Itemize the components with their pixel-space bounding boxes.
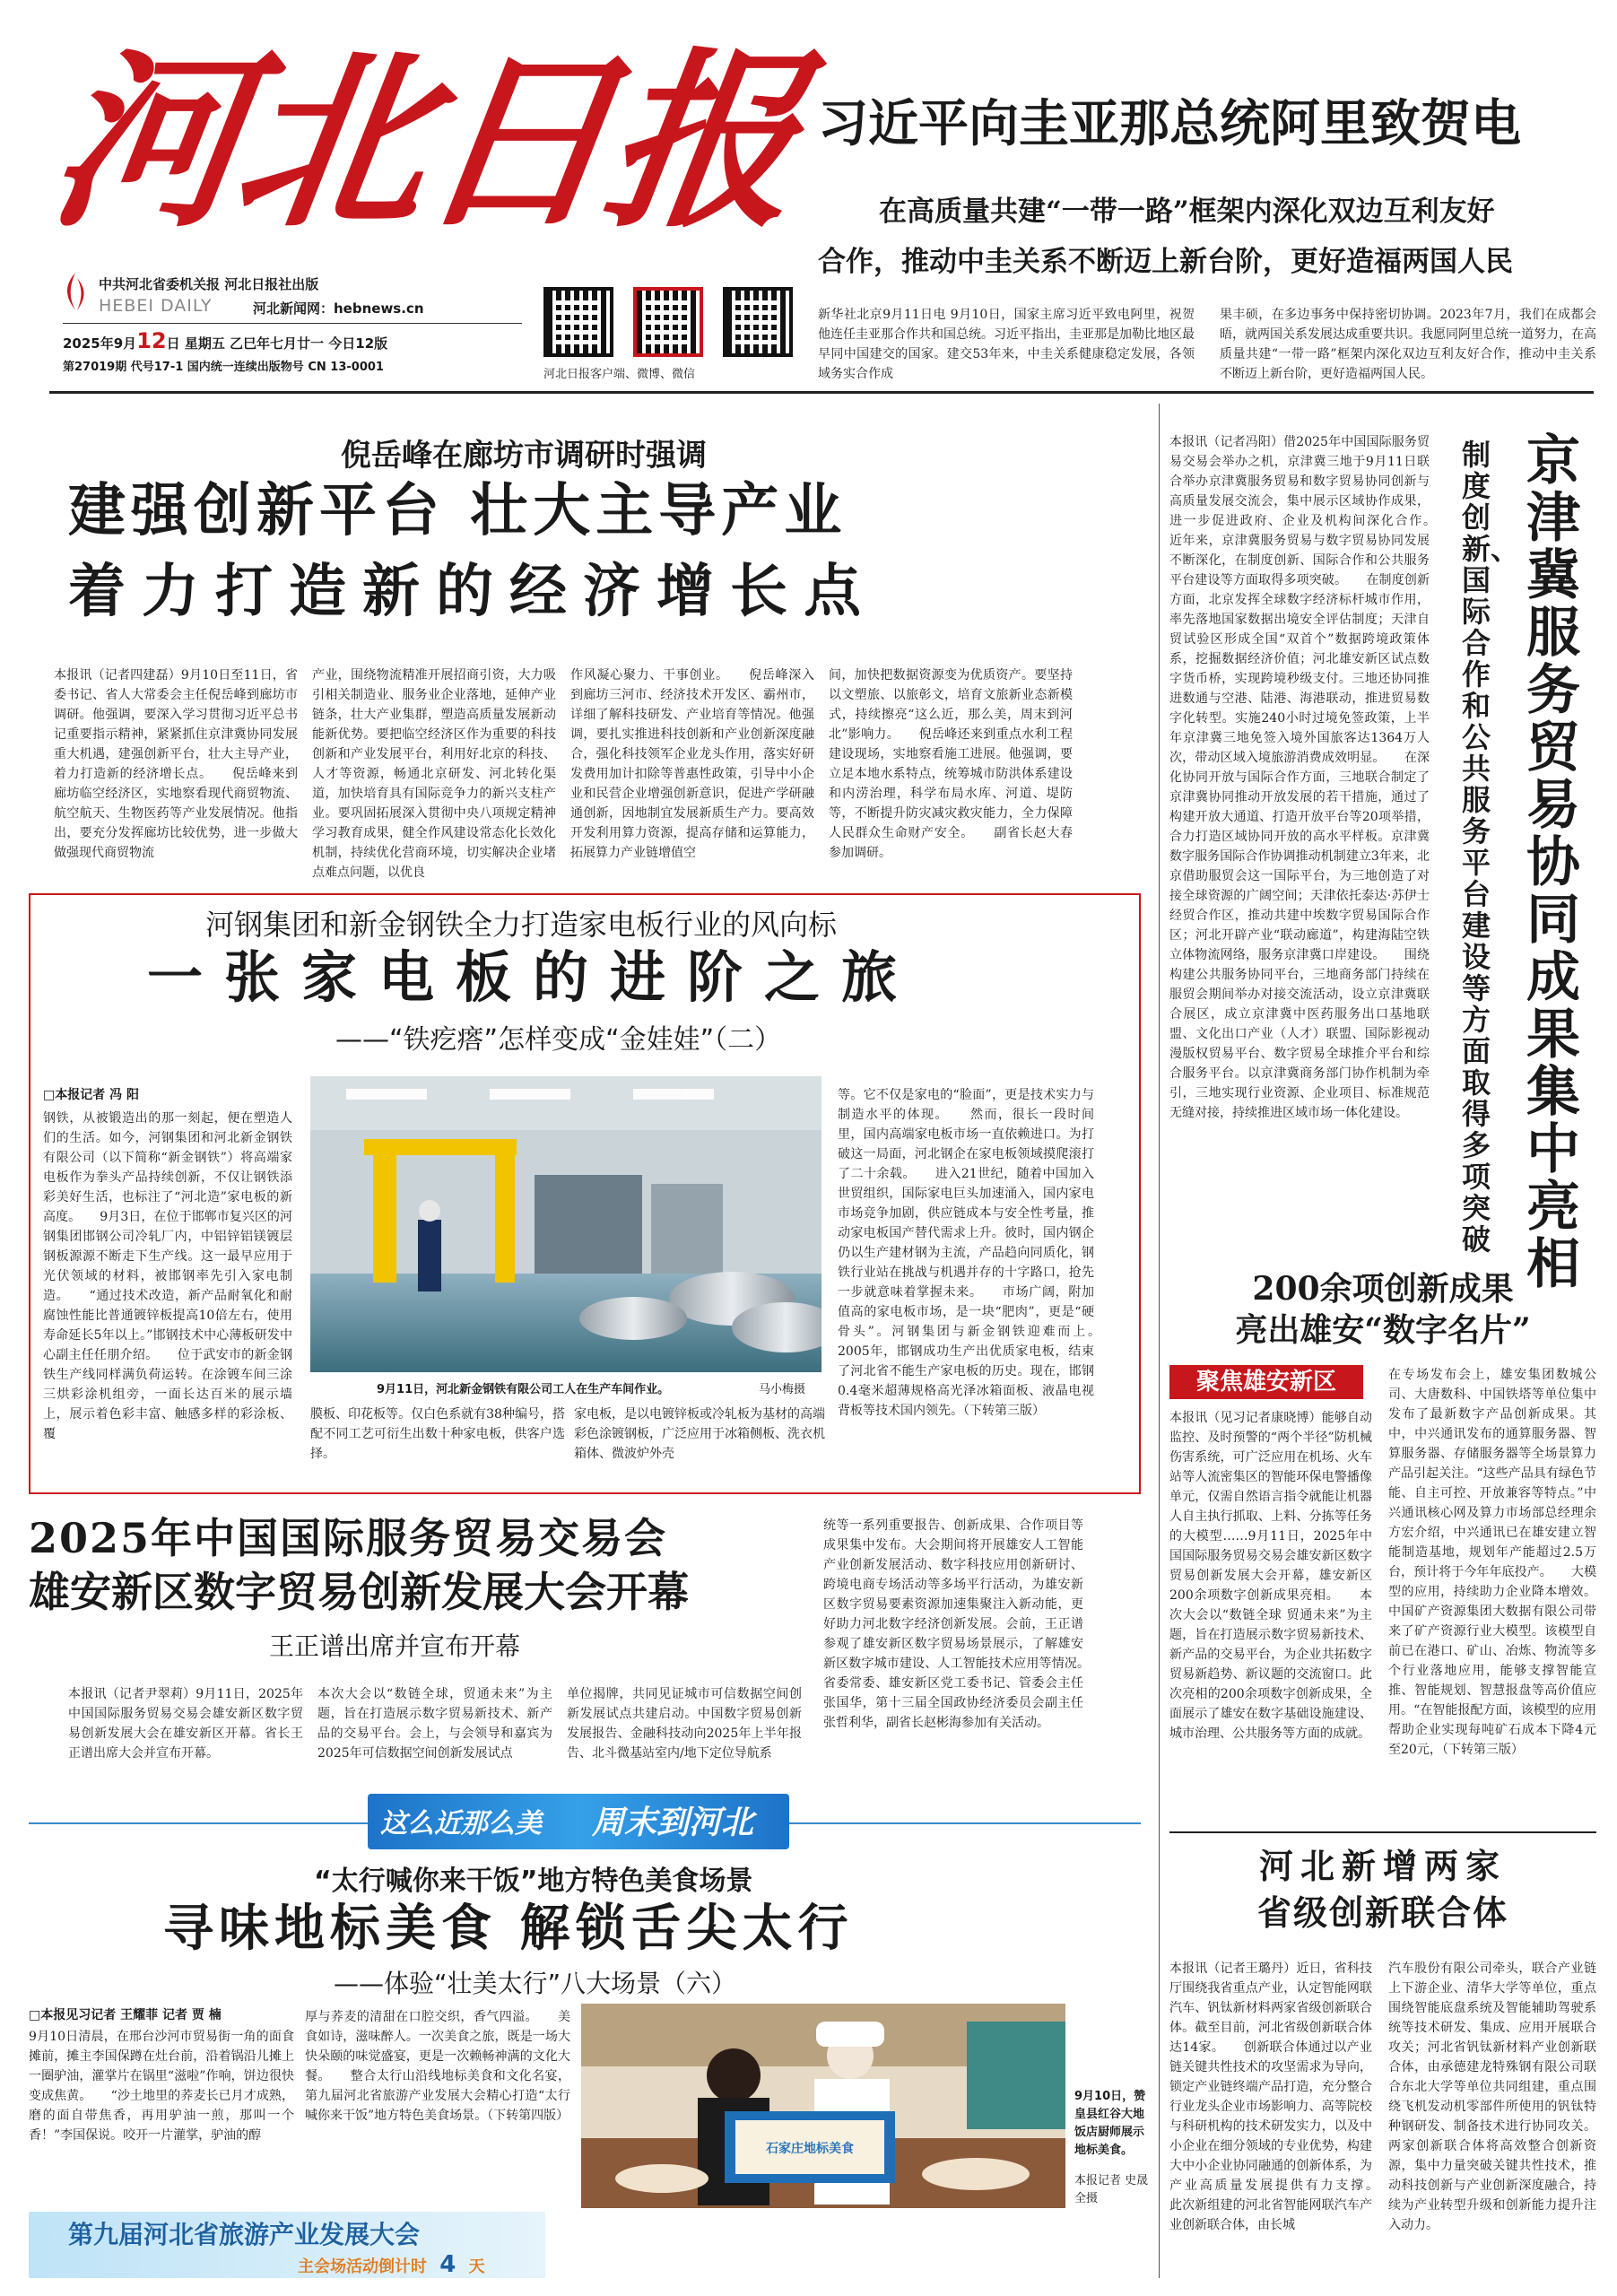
steel-title: 一张家电板的进阶之旅: [147, 944, 919, 1010]
steel-kicker: 河钢集团和新金钢铁全力打造家电板行业的风向标: [205, 908, 838, 942]
article-steel: [29, 893, 1141, 1494]
lead-column-1: 新华社北京9月11日电 9月10日，国家主席习近平致电阿里，祝贺他连任圭亚那合作共和国总统。习近平指出，圭亚那是加勒比地区最早同中国建交的国家。建交53年来，中圭关系健康稳定发展，各领域务实合作成: [818, 308, 1195, 381]
trade-column-3: 单位揭牌，共同见证城市可信数据空间创新发展试点共建启动。中国数字贸易创新发展报告、金融科技动向2025年上半年报告、北斗微基站室内/地下定位导航系: [567, 1687, 802, 1761]
masthead: [0, 0, 1617, 386]
ni-kicker: 倪岳峰在廊坊市调研时强调: [341, 438, 707, 474]
steel-column-3: 家电板，是以电镀锌板或冷轧板为基材的高端彩色涂镀钢板，广泛应用于冰箱侧板、洗衣机箱体、微波炉外壳: [574, 1407, 825, 1461]
steel-column-1: 钢铁，从被锻造出的那一刻起，便在塑造人们的生活。如今，河钢集团和河北新金钢铁有限公司（以下简称“新金钢铁”）将高端家电板作为拳头产品持续创新，不仅让钢铁添彩美好生活，也标注了“河北造”家电板的新高度。 9月3日，在位于邯郸市复兴区的河钢集团邯钢公司冷轧厂内，中铝锌铝镁镀层钢板源源不断走下生产线。这一最早应用于光伏领域的材料，被邯钢率先引入家电制造。 “通过技术改造，新产品耐氧化和耐腐蚀性能比普通镀锌板提高10倍左右，使用寿命延长5年以上。”邯钢技术中心薄板研发中心副主任任朋介绍。 位于武安市的新金钢铁生产线同样满负荷运转。在涂镀车间三涂三烘彩涂机组旁，一面长达百米的展示墙上，展示着色彩丰富、触感多样的彩涂板、覆: [43, 1111, 292, 1441]
food-byline: □本报见习记者 王耀菲 记者 贾 楠: [29, 2008, 222, 2022]
union-column-1: 本报讯（记者王璐丹）近日，省科技厅围绕我省重点产业，认定智能网联汽车、钒钛新材料两家省级创新联合体。截至目前，河北省级创新联合体达14家。 创新联合体通过以产业链关键共性技术的攻坚需求为导向，锁定产业链终端产品打造，充分整合行业龙头企业市场影响力、高等院校与科研机构的技术研发实力，以及中小企业在细分领域的专业优势，构建大中小企业协同融通的创新体系，为产业高质量发展提供有力支撑。 此次新组建的河北省智能网联汽车产业创新联合体，由长城: [1169, 1961, 1372, 2232]
issue-date: [63, 328, 387, 353]
steel-factory-photo: [310, 1076, 822, 1372]
trade-column-1: 本报讯（记者尹翠莉）9月11日，2025年中国国际服务贸易交易会雄安新区数字贸易创新发展大会在雄安新区开幕。省长王正谱出席大会并宣布开幕。: [68, 1687, 303, 1761]
date-suffix: 日 星期五 乙巳年七月廿一 今日12版: [166, 335, 388, 352]
food-column-2: 厚与荞麦的清甜在口腔交织，香气四溢。 美食如诗，滋味醉人。一次美食之旅，既是一场大快朵颐的味觉盛宴，更是一次赖畅神满的文化大餐。 整合太行山沿线地标美食和文化名宴，第九届河北省旅游产业发展大会精心打造“太行喊你来干饭”地方特色美食场景。（下转第四版）: [305, 2010, 570, 2123]
banner-text-1: 这么近那么美: [380, 1808, 542, 1839]
food-subtitle: ——体验“壮美太行”八大场景（六）: [334, 1969, 737, 1998]
website-link[interactable]: 河北新闻网：hebnews.cn: [253, 300, 424, 317]
ni-title-line-1: 建强创新平台 壮大主导产业: [68, 478, 848, 544]
column-divider-right: [1159, 404, 1160, 2278]
xiongan-column-1: 本报讯（见习记者康晓博）能够自动监控、及时预警的“两个半径”防机械伤害系统，可广泛应用在机场、火车站等人流密集区的智能环保电警播像单元，仅需自然语言指令就能让机器人自主执行抓取、上料、分拣等任务的大模型……9月11日，2025年中国国际服务贸易交易会雄安新区数字贸易创新发展大会开幕，雄安新区200余项数字创新成果亮相。 本次大会以“数链全球 贸通未来”为主题，旨在打造展示数字贸易新技术、新产品的交易平台，为企业共拓数字贸易新趋势、新议题的交流窗口。此次亮相的200余项数字创新成果，全面展示了雄安在数字基础设施建设、城市治理、公共服务等方面的成就。: [1169, 1411, 1372, 1741]
union-title-2: 省级创新联合体: [1256, 1892, 1508, 1933]
union-title-1: 河北新增两家: [1258, 1846, 1507, 1886]
trade-title-2: 雄安新区数字贸易创新发展大会开幕: [29, 1568, 689, 1616]
trade-subtitle: 王正谱出席并宣布开幕: [269, 1631, 521, 1661]
qr-code-wechat[interactable]: [723, 287, 793, 357]
food-plaque-label: 石家庄地标美食: [766, 2142, 854, 2156]
sponsor-line: 中共河北省委机关报 河北日报社出版: [99, 276, 319, 292]
jjj-subtitle: 制度创新、国际合作和公共服务平台建设等方面取得多项突破: [1462, 438, 1520, 1257]
ni-column-3: 作风凝心聚力、干事创业。 倪岳峰深入到廊坊三河市、经济技术开发区、霸州市，详细了解科技研发、产业培育等情况。他强调，要扎实推进科技创新和产业创新深度融合，强化科技领军企业龙头作用，落实好研发费用加计扣除等普惠性政策，引导中小企业和民营企业增强创新意识，促进产学研融通创新，因地制宜发展新质生产力。要高效开发利用算力资源，提高存储和运算能力，拓展算力产业链增值空: [570, 668, 814, 860]
food-column-1: 9月10日清晨，在邢台沙河市贸易街一角的面食摊前，摊主李国保蹲在灶台前，沿着锅沿儿摊上一圈驴油，灌掌片在锅里“滋啦”作响，饼边很快变成焦黄。 “沙土地里的荞麦长已月才成熟，磨的面自带焦香，再用驴油一煎，那叫一个香！”李国保说。咬开一片灌掌，驴油的醇: [29, 2030, 294, 2143]
qr-caption: 河北日报客户端、微博、微信: [543, 368, 696, 381]
food-kicker: “太行喊你来干饭”地方特色美食场景: [314, 1866, 753, 1897]
lead-subheadline-1: 在高质量共建“一带一路”框架内深化双边互利友好: [879, 196, 1495, 228]
masthead-rule: [49, 391, 1594, 394]
xiongan-column-2: 在专场发布会上，雄安集团数城公司、大唐数科、中国铁塔等单位集中发布了最新数字产品创新成果。其中，中兴通讯发布的通算服务器、智算服务器、存储服务器等全场景算力产品引起关注。“这些产品具有绿色节能、自主可控、开放兼容等特点。”中兴通讯核心网及算力市场部总经理余方宏介绍，中兴通讯已在雄安建立智能制造基地，规划年产能超过2.5万台，预计将于今年年底投产。 大模型的应用，持续助力企业降本增效。中国矿产资源集团大数据有限公司带来了矿产资源行业大模型。该模型自前已在港口、矿山、冶炼、物流等多个行业落地应用，能够支撑智能宣推、智能规划、智慧报盘等高价值应用。“在智能报配方面，该模型的应用帮助企业实现每吨矿石成本下降4元至20元，（下转第三版）: [1388, 1368, 1596, 1757]
countdown-suffix: 天: [468, 2257, 485, 2276]
article-ni-yuefeng: [54, 404, 1148, 892]
newspaper-logo: 河北日报: [38, 30, 809, 253]
food-photo-credit: 本报记者 史晟全摄: [1074, 2174, 1149, 2205]
weekend-hebei-banner[interactable]: [368, 1794, 789, 1849]
union-column-2: 汽车股份有限公司牵头，联合产业链上下游企业、清华大学等单位，重点围绕智能底盘系统及智能辅助驾驶系统等技术研发、集成、应用开展联合攻关；河北省钒钛新材料产业创新联合体，由承德建龙特殊钢有限公司联合东北大学等单位共同组建，重点围绕飞机发动机零部件所使用的钒钛特种钢研发、制备技术进行协同攻关。两家创新联合体将高效整合创新资源，集中力量突破关键共性技术，推动科技创新与产业创新深度融合，持续为产业转型升级和创新能力提升注入动力。: [1388, 1961, 1596, 2232]
xiongan-title-1: 200余项创新成果: [1252, 1270, 1514, 1308]
english-name: HEBEI DAILY: [99, 296, 213, 316]
steel-column-4: 等。它不仅是家电的“脸面”，更是技术实力与制造水平的体现。 然而，很长一段时间里，国内高端家电板市场一直依赖进口。为打破这一局面，河北钢企在家电板领域摸爬滚打了二十余载。 进入21世纪，随着中国加入世贸组织，国际家电巨头加速涌入，国内家电市场竞争加剧，供应链成本与安全性考量，推动家电板国产替代需求上升。彼时，国内钢企仍以生产建材钢为主流，产品趋向同质化，钢铁行业站在挑战与机遇并存的十字路口，抢先一步就意味着掌握未来。 市场广阔，附加值高的家电板市场，是一块“肥肉”，更是“硬骨头”。河钢集团与新金钢铁迎难而上。 2005年，邯钢成功生产出优质家电板，结束了河北省不能生产家电板的历史。现在，邯钢0.4毫米超薄规格高光泽冰箱面板、液晶电视背板等技术国内领先。（下转第三版）: [838, 1088, 1094, 1418]
lead-column-2: 果丰硕，在多边事务中保持密切协调。2023年7月，我们在成都会晤，就两国关系发展达成重要共识。我愿同阿里总统一道努力，在高质量共建“一带一路”框架内深化双边互利友好合作，推动中圭关系不断迈上新台阶，更好造福两国人民。: [1220, 308, 1596, 381]
tourism-title: 第九届河北省旅游产业发展大会: [68, 2220, 421, 2249]
countdown-days: 4: [439, 2251, 456, 2278]
jjj-title: 京津冀服务贸易协同成果集中亮相: [1526, 430, 1580, 1296]
qr-code-app[interactable]: [543, 287, 613, 357]
food-photo: [581, 2004, 1065, 2208]
ni-column-2: 产业，围绕物流精准开展招商引资，大力吸引相关制造业、服务业企业落地，延伸产业链条，壮大产业集群，塑造高质量发展新动能新优势。要把临空经济区作为重要的科技创新和产业发展平台，利用好北京的科技、人才等资源，畅通北京研发、河北转化渠道，加快培育具有国际竞争力的新兴支柱产业。要巩固拓展深入贯彻中央八项规定精神学习教育成果，健全作风建设常态化长效化机制，持续优化营商环境，切实解决企业堵点难点问题，以优良: [312, 668, 556, 880]
food-photo-caption: 9月10日，赞皇县红谷大地饭店厨师展示地标美食。: [1074, 2090, 1146, 2157]
issue-number-line: 第27019期 代号17-1 国内统一连续出版物号 CN 13-0001: [63, 361, 384, 374]
section-rule-union: [1169, 1831, 1596, 1833]
steel-photo-credit: 马小梅摄: [759, 1383, 806, 1396]
tourism-countdown-banner[interactable]: [29, 2212, 545, 2278]
trade-column-2: 本次大会以“数链全球，贸通未来”为主题，旨在打造展示数字贸易新技术、新产品的交易平台。会上，与会领导和嘉宾为2025年可信数据空间创新发展试点: [317, 1687, 552, 1761]
article-food: [29, 1858, 1149, 2208]
banner-text-2: 周末到河北: [592, 1804, 754, 1841]
hebei-daily-emblem-icon: [57, 269, 93, 314]
ni-column-4: 间，加快把数据资源变为优质资产。要坚持以文塑旅、以旅彰文，培育文旅新业态新模式，持续擦亮“这么近，那么美，周末到河北”影响力。 倪岳峰还来到重点水利工程建设现场，实地察看施工进展。他强调，要立足本地水系特点，统筹城市防洪体系建设和内涝治理，科学布局水库、河道、堤防等，不断提升防灾减灾救灾能力，全力保障人民群众生命财产安全。 副省长赵大春参加调研。: [829, 668, 1073, 860]
steel-column-2: 膜板、印花板等。仅白色系就有38种编号，搭配不同工艺可衍生出数十种家电板，供客户选择。: [310, 1407, 565, 1461]
lead-subheadline-2: 合作，推动中圭关系不断迈上新台阶，更好造福两国人民: [818, 246, 1513, 278]
article-trade-fair: [29, 1512, 1141, 1781]
date-prefix: 2025年9月: [63, 335, 137, 352]
article-xiongan-digital: [1169, 1265, 1596, 1821]
ni-title-line-2: 着力打造新的经济增长点: [68, 559, 877, 625]
trade-title-1: 2025年中国国际服务贸易交易会: [29, 1514, 668, 1562]
xiongan-title-2: 亮出雄安“数字名片”: [1235, 1311, 1531, 1349]
qr-code-weibo[interactable]: [633, 287, 703, 357]
food-title: 寻味地标美食 解锁舌尖太行: [163, 1899, 854, 1958]
date-day: 12: [136, 328, 167, 353]
steel-subtitle: ——“铁疙瘩”怎样变成“金娃娃”（二）: [335, 1024, 782, 1056]
lead-headline: 习近平向圭亚那总统阿里致贺电: [818, 95, 1521, 153]
article-innovation-union: [1169, 1844, 1596, 2278]
steel-byline: □本报记者 冯 阳: [43, 1088, 139, 1102]
steel-photo-caption: 9月11日，河北新金钢铁有限公司工人在生产车间作业。: [377, 1383, 670, 1396]
countdown-prefix: 主会场活动倒计时: [298, 2257, 427, 2276]
countdown-line: [298, 2251, 485, 2278]
jjj-body: 本报讯（记者冯阳）借2025年中国国际服务贸易交易会举办之机，京津冀三地于9月11日联合举办京津冀服务贸易和数字贸易协同创新与高质量发展交流会，集中展示区域协作成果，进一步促进政府、企业及机构间深化合作。 近年来，京津冀服务贸易与数字贸易协同发展不断深化，在制度创新、国际合作和公共服务平台建设等方面取得多项突破。 在制度创新方面，北京发挥全球数字经济标杆城市作用，率先落地国家数据出境安全评估制度；天津自贸试验区形成全国“双首个”数据跨境政策体系，挖掘数据经济价值；河北雄安新区试点数字货币桥，实现跨境秒级支付。三地还协同推进数通与空港、陆港、海港联动，推进贸易数字化转型。实施240小时过境免签政策，上半年京津冀三地免签入境外国旅客达1364万人次，带动区域入境旅游消费成效明显。 在深化协同开放与国际合作方面，三地联合制定了京津冀协同推动开放发展的若干措施，通过了构建开放大通道、打造开放平台等20项举措，合力打造区域协同开放的高水平样板。京津冀数字服务国际合作协调推动机制建立3年来，北京借助服贸会这一国际平台，为三地创造了对接全球资源的广阔空间；天津依托泰达·苏伊士经贸合作区，推动共建中埃数字贸易国际合作区；河北开辟产业“联动廊道”，构建海陆空铁立体物流网络，服务京津冀口岸建设。 围绕构建公共服务协同平台，三地商务部门持续在服贸会期间举办对接交流活动，设立京津冀联合展区，成立京津冀中医药服务出口基地联盟、文化出口产业（人才）联盟、国际影视动漫版权贸易平台、数字贸易全球推介平台和综合服务平台。以京津冀商务部门协作机制为牵引，三地实现行业资源、企业项目、标准规范无缝对接，持续推进区域市场一体化建设。: [1169, 435, 1430, 1120]
xiongan-section-tag[interactable]: 聚焦雄安新区: [1169, 1365, 1363, 1399]
trade-column-4: 统等一系列重要报告、创新成果、合作项目等成果集中发布。大会期间将开展雄安人工智能产业创新发展活动、数字科技应用创新研讨、跨境电商专场活动等多场平行活动，为雄安新区数字贸易要素资源加速集聚注入新动能，更好助力河北数字经济创新发展。会前，王正谱参观了雄安新区数字贸易场景展示，了解雄安新区数字城市建设、人工智能技术应用等情况。 省委常委、雄安新区党工委书记、管委会主任张国华，第十三届全国政协经济委员会副主任张哲利华，副省长赵彬海参加有关活动。: [823, 1518, 1083, 1730]
ni-column-1: 本报讯（记者四建磊）9月10日至11日，省委书记、省人大常委会主任倪岳峰到廊坊市调研。他强调，要深入学习贯彻习近平总书记重要指示精神，紧紧抓住京津冀协同发展重大机遇，建强创新平台，壮大主导产业，着力打造新的经济增长点。 倪岳峰来到廊坊临空经济区，实地察看现代商贸物流、航空航天、生物医药等产业发展情况。他指出，要充分发挥廊坊比较优势，进一步做大做强现代商贸物流: [54, 668, 298, 860]
